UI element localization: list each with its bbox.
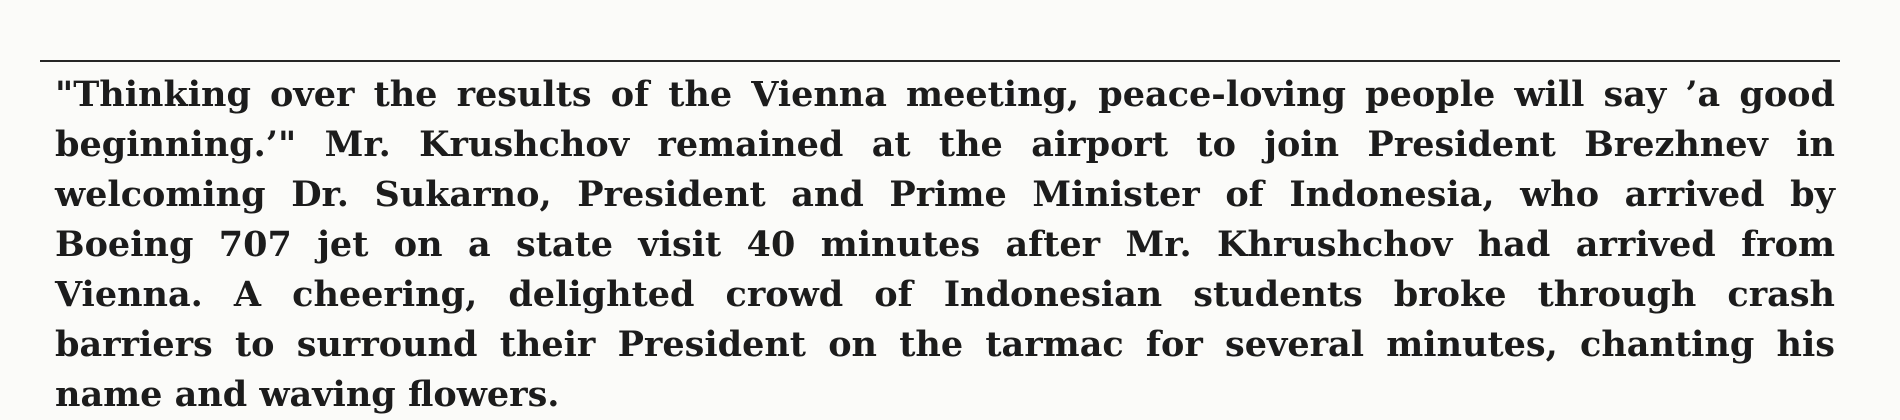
- horizontal-rule: [40, 60, 1840, 62]
- paragraph-line: barriers to surround their President on the tarmac for several minutes, chanting his: [55, 324, 1835, 365]
- paragraph-line: beginning.’" Mr. Krushchov remained at the airport to join President Brezhnev in: [55, 124, 1835, 165]
- paragraph-line: Vienna. A cheering, delighted crowd of Indonesian students broke through crash: [55, 274, 1835, 315]
- paragraph-line: "Thinking over the results of the Vienna meeting, peace-loving people will say ’a good: [55, 74, 1835, 115]
- paragraph-line: welcoming Dr. Sukarno, President and Prime Minister of Indonesia, who arrived by: [55, 174, 1835, 215]
- article-paragraph: [55, 70, 1835, 420]
- paragraph-line: Boeing 707 jet on a state visit 40 minutes after Mr. Khrushchov had arrived from: [55, 224, 1835, 265]
- paragraph-line-last: name and waving flowers.: [55, 374, 560, 415]
